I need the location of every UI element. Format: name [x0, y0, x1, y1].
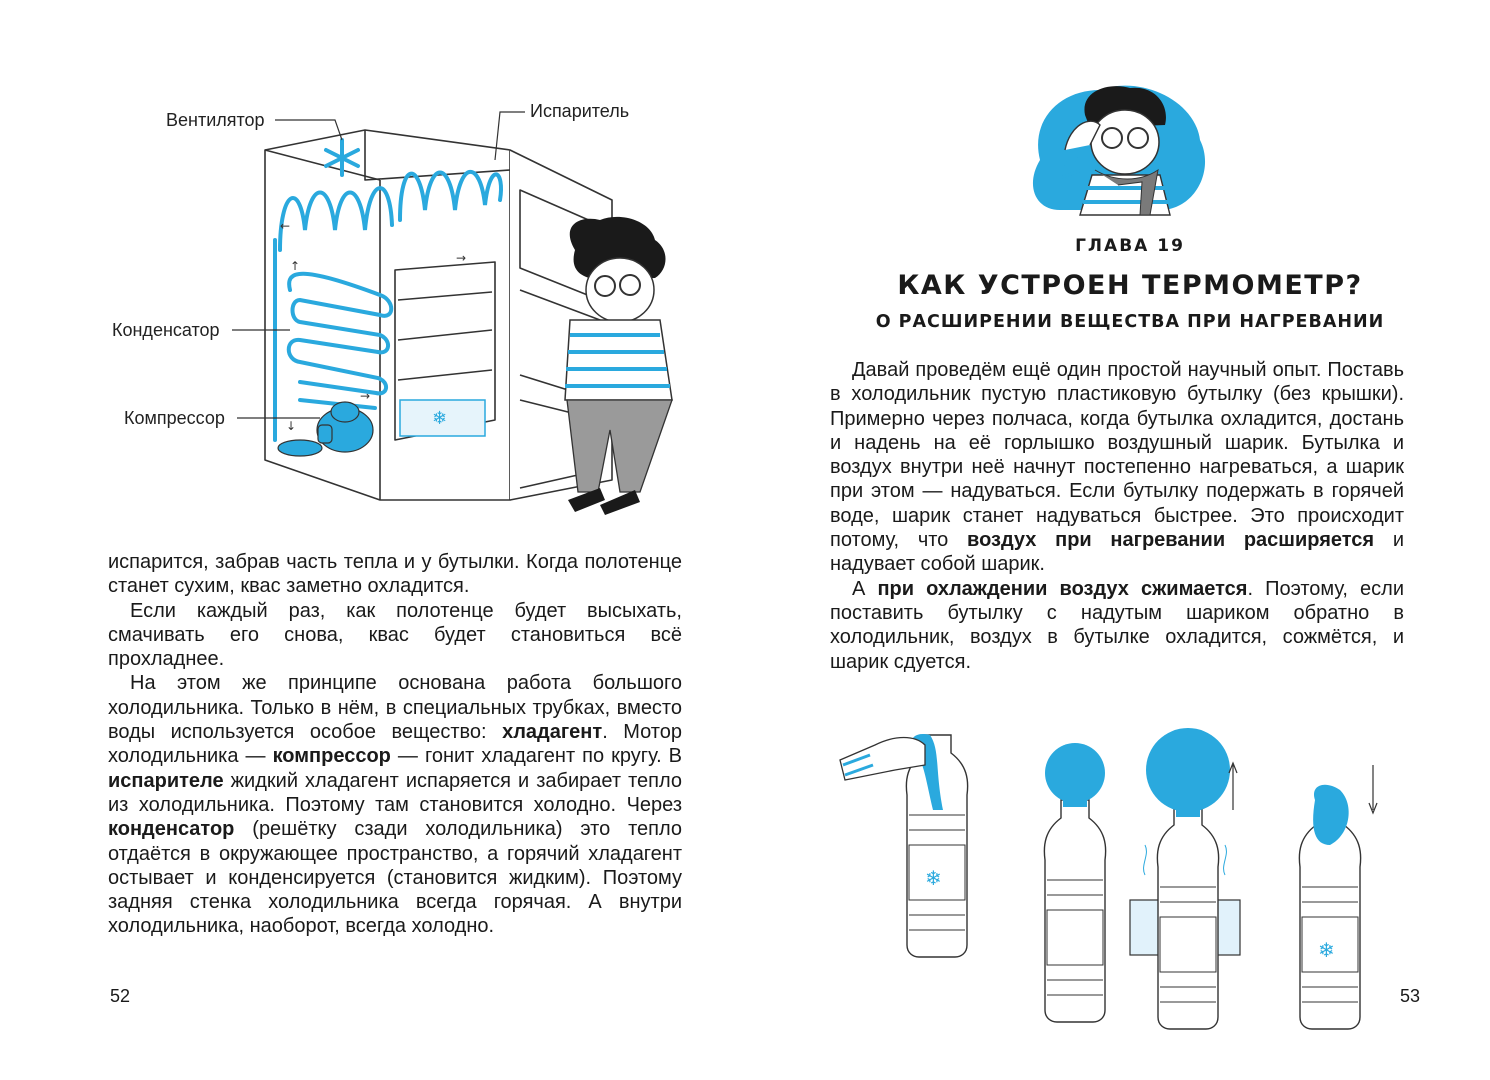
- boy-illustration: [565, 217, 672, 515]
- chapter-title: КАК УСТРОЕН ТЕРМОМЕТР?: [897, 270, 1363, 301]
- svg-text:→: →: [360, 389, 371, 403]
- bold-term: воздух при нагревании расширяется: [967, 529, 1375, 552]
- label-compressor: Компрессор: [124, 408, 225, 428]
- svg-text:↑: ↑: [290, 259, 301, 273]
- sick-child-illustration: [1020, 70, 1220, 220]
- bold-term: конденсатор: [108, 818, 235, 841]
- paragraph: [108, 599, 682, 672]
- text-run: испарится, забрав часть тепла и у бутылки. Когда полотенце станет сухим, квас заметно охладится.: [108, 551, 682, 598]
- chapter-label: ГЛАВА 19: [1075, 236, 1185, 256]
- page-number-left: 52: [110, 986, 131, 1006]
- text-run: А: [852, 577, 878, 600]
- svg-text:→: →: [456, 251, 467, 265]
- text-run: . Мотор холодильника —: [108, 721, 682, 768]
- paragraph: [108, 671, 682, 938]
- svg-text:❄: ❄: [432, 408, 448, 429]
- bold-term: компрессор: [272, 745, 391, 768]
- paragraph: [830, 577, 1404, 674]
- page-number-right: 53: [1400, 986, 1421, 1006]
- bold-term: испарителе: [108, 769, 224, 792]
- paragraph: [830, 358, 1404, 577]
- label-evaporator: Испаритель: [530, 101, 630, 121]
- paragraph: [108, 550, 682, 599]
- text-run: — гонит хладагент по кругу. В: [390, 745, 682, 768]
- svg-text:❄: ❄: [1318, 938, 1335, 962]
- svg-text:←: ←: [280, 219, 291, 233]
- bottle-experiment-illustration: [825, 725, 1405, 960]
- text-run: Если каждый раз, как полотенце будет высыхать, смачивать его снова, квас будет становиться всё прохладнее.: [108, 599, 682, 671]
- bold-term: хладагент: [502, 721, 603, 744]
- text-run: (решётку сзади холодильника) это тепло отдаётся в окружающее пространство, а горячий хладагент остывает и конденсируется (становится жидким). Поэтому задняя стенка холодильника всегда горячая. А внутри холодильника, наоборот, всегда холодно.: [108, 818, 682, 938]
- text-run: Давай проведём ещё один простой научный опыт. Поставь в холодильник пустую пластиковую бутылку (без крышки). Примерно через полчаса, когда бутылка охладится, достань и надень на её горлышко воздушный шарик. Бутылка и воздух внутри неё начнут постепенно нагреваться, а шарик при этом — надуваться. Если бутылку подержать в горячей воде, шарик станет надуваться быстрее. Это происходит потому, что: [830, 359, 1404, 552]
- text-run: жидкий хладагент испаряется и забирает тепло из холодильника. Поэтому там становится холодно. Через: [108, 769, 682, 816]
- label-condenser: Конденсатор: [112, 320, 220, 340]
- right-body-text: [830, 358, 1404, 674]
- left-body-text: [108, 550, 682, 939]
- text-run: . Поэтому, если поставить бутылку с надутым шариком обратно в холодильник, воздух в бутылке охладится, сожмётся, и шарик сдуется.: [830, 577, 1404, 673]
- svg-text:↓: ↓: [286, 419, 297, 433]
- label-fan: Вентилятор: [166, 110, 265, 130]
- text-run: и надувает собой шарик.: [830, 529, 1404, 576]
- text-run: На этом же принципе основана работа большого холодильника. Только в нём, в специальных трубках, вместо воды используется особое вещество:: [108, 672, 682, 744]
- bold-term: при охлаждении воздух сжимается: [877, 577, 1248, 600]
- svg-text:❄: ❄: [925, 866, 942, 890]
- chapter-subtitle: О РАСШИРЕНИИ ВЕЩЕСТВА ПРИ НАГРЕВАНИИ: [875, 312, 1385, 332]
- fridge-illustration: [0, 0, 745, 540]
